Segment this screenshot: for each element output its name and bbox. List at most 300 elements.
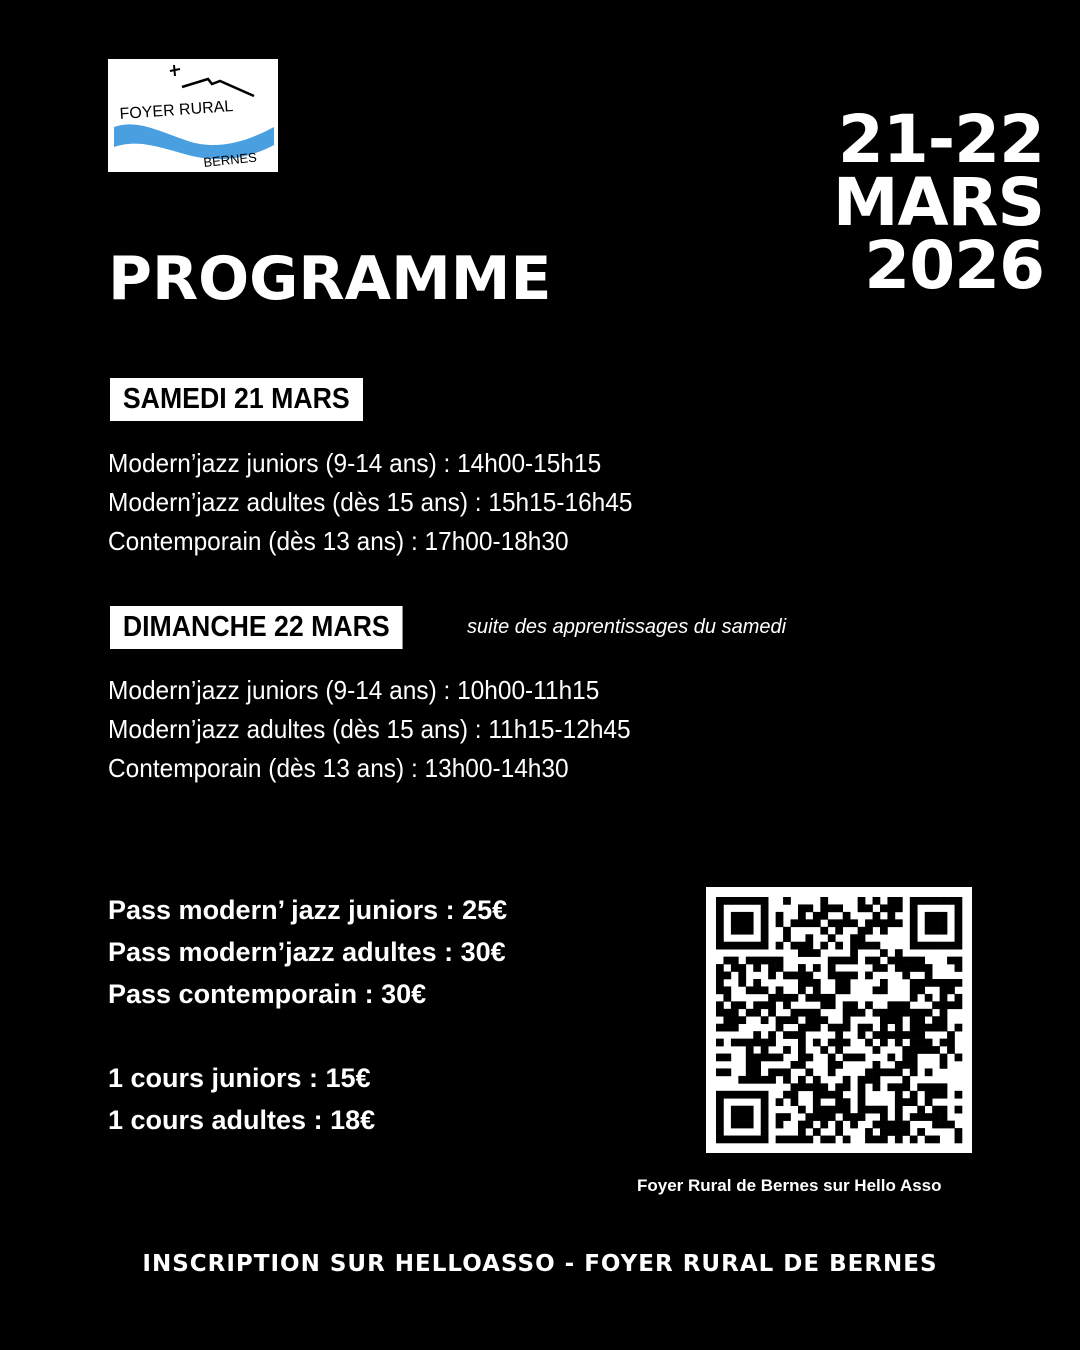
qr-module <box>805 972 813 980</box>
qr-module <box>843 1136 851 1144</box>
qr-module <box>805 979 813 987</box>
qr-module <box>716 927 724 935</box>
qr-module <box>902 1054 910 1062</box>
qr-module <box>746 912 754 920</box>
qr-module <box>932 1016 940 1024</box>
qr-module <box>947 1031 955 1039</box>
qr-module <box>761 1076 769 1084</box>
qr-module <box>723 1024 731 1032</box>
qr-module <box>783 1136 791 1144</box>
qr-module <box>753 942 761 950</box>
qr-module <box>850 919 858 927</box>
qr-module <box>880 1039 888 1047</box>
qr-module <box>776 1121 784 1129</box>
qr-module <box>731 1106 739 1114</box>
qr-code-graphic <box>706 887 972 1153</box>
qr-module <box>895 957 903 965</box>
qr-module <box>858 1106 866 1114</box>
qr-module <box>753 1091 761 1099</box>
qr-module <box>873 964 881 972</box>
qr-caption: Foyer Rural de Bernes sur Hello Asso <box>637 1176 942 1195</box>
qr-module <box>940 919 948 927</box>
logo-text-bottom: BERNES <box>202 149 258 170</box>
qr-module <box>865 919 873 927</box>
pass-prices <box>108 889 507 1015</box>
qr-module <box>798 1083 806 1091</box>
qr-module <box>738 1136 746 1144</box>
qr-module <box>910 927 918 935</box>
qr-module <box>902 1121 910 1129</box>
qr-module <box>813 994 821 1002</box>
qr-module <box>865 942 873 950</box>
qr-module <box>843 1106 851 1114</box>
qr-module <box>723 1054 731 1062</box>
qr-module <box>746 927 754 935</box>
qr-module <box>925 912 933 920</box>
qr-module <box>917 1009 925 1017</box>
qr-module <box>843 979 851 987</box>
qr-module <box>761 986 769 994</box>
qr-module <box>858 1091 866 1099</box>
qr-module <box>843 1113 851 1121</box>
qr-module <box>947 1039 955 1047</box>
qr-module <box>828 1039 836 1047</box>
qr-module <box>813 1098 821 1106</box>
qr-module <box>873 897 881 905</box>
qr-module <box>843 912 851 920</box>
qr-module <box>917 1046 925 1054</box>
qr-module <box>716 1039 724 1047</box>
qr-module <box>925 1046 933 1054</box>
qr-module <box>731 1024 739 1032</box>
qr-module <box>850 949 858 957</box>
qr-module <box>955 994 963 1002</box>
qr-module <box>873 1068 881 1076</box>
qr-module <box>776 1054 784 1062</box>
qr-module <box>805 919 813 927</box>
qr-module <box>873 1076 881 1084</box>
qr-module <box>716 1128 724 1136</box>
qr-module <box>768 972 776 980</box>
qr-module <box>716 964 724 972</box>
qr-module <box>746 1068 754 1076</box>
qr-module <box>776 1098 784 1106</box>
qr-module <box>887 1031 895 1039</box>
qr-module <box>858 904 866 912</box>
qr-module <box>910 1009 918 1017</box>
qr-module <box>925 994 933 1002</box>
qr-module <box>902 1031 910 1039</box>
qr-module <box>783 927 791 935</box>
qr-module <box>731 927 739 935</box>
qr-module <box>798 942 806 950</box>
price-item: Pass modern’ jazz juniors : 25€ <box>108 895 508 925</box>
qr-module <box>873 1083 881 1091</box>
qr-module <box>783 1076 791 1084</box>
qr-module <box>932 912 940 920</box>
qr-module <box>940 912 948 920</box>
qr-module <box>813 1128 821 1136</box>
qr-module <box>723 1136 731 1144</box>
qr-module <box>910 1098 918 1106</box>
qr-module <box>932 1001 940 1009</box>
qr-module <box>895 949 903 957</box>
qr-module <box>925 964 933 972</box>
qr-module <box>887 904 895 912</box>
qr-module <box>761 957 769 965</box>
page-title: PROGRAMME <box>108 244 552 314</box>
qr-module <box>940 1113 948 1121</box>
qr-module <box>925 927 933 935</box>
qr-module <box>940 986 948 994</box>
qr-module <box>835 972 843 980</box>
qr-module <box>835 979 843 987</box>
qr-module <box>768 1009 776 1017</box>
qr-module <box>746 1046 754 1054</box>
qr-module <box>917 1024 925 1032</box>
qr-module <box>731 1121 739 1129</box>
date-month: MARS <box>832 164 1044 241</box>
qr-module <box>925 942 933 950</box>
qr-module <box>820 1136 828 1144</box>
qr-module <box>776 1068 784 1076</box>
qr-module <box>813 1106 821 1114</box>
qr-module <box>910 1054 918 1062</box>
qr-module <box>902 1061 910 1069</box>
qr-module <box>716 1121 724 1129</box>
qr-module <box>768 964 776 972</box>
qr-module <box>955 919 963 927</box>
qr-module <box>947 986 955 994</box>
qr-module <box>925 897 933 905</box>
day-header-sunday <box>110 606 428 649</box>
qr-module <box>932 979 940 987</box>
qr-module <box>776 1016 784 1024</box>
qr-module <box>813 1024 821 1032</box>
qr-module <box>947 942 955 950</box>
qr-module <box>925 1024 933 1032</box>
qr-module <box>723 972 731 980</box>
qr-module <box>776 957 784 965</box>
qr-module <box>880 1113 888 1121</box>
qr-module <box>753 1054 761 1062</box>
qr-module <box>820 942 828 950</box>
qr-module <box>761 1128 769 1136</box>
qr-module <box>932 927 940 935</box>
qr-module <box>843 957 851 965</box>
qr-module <box>858 1054 866 1062</box>
qr-module <box>716 1009 724 1017</box>
qr-module <box>731 957 739 965</box>
qr-module <box>940 1106 948 1114</box>
qr-module <box>925 1039 933 1047</box>
qr-module <box>716 934 724 942</box>
qr-module <box>887 1128 895 1136</box>
qr-module <box>783 1091 791 1099</box>
qr-module <box>783 934 791 942</box>
qr-module <box>880 919 888 927</box>
qr-module <box>932 942 940 950</box>
qr-module <box>858 1009 866 1017</box>
qr-module <box>798 919 806 927</box>
qr-module <box>895 1016 903 1024</box>
qr-module <box>761 927 769 935</box>
qr-module <box>820 1106 828 1114</box>
qr-module <box>716 1068 724 1076</box>
qr-module <box>813 979 821 987</box>
qr-module <box>925 919 933 927</box>
qr-module <box>738 1001 746 1009</box>
qr-module <box>761 1113 769 1121</box>
qr-module <box>761 1106 769 1114</box>
qr-module <box>783 994 791 1002</box>
qr-module <box>731 1001 739 1009</box>
qr-module <box>798 986 806 994</box>
qr-module <box>910 986 918 994</box>
qr-module <box>880 1068 888 1076</box>
qr-module <box>940 942 948 950</box>
qr-module <box>820 927 828 935</box>
qr-module <box>828 1061 836 1069</box>
qr-module <box>910 942 918 950</box>
qr-module <box>910 934 918 942</box>
qr-module <box>738 942 746 950</box>
qr-module <box>813 986 821 994</box>
qr-module <box>776 994 784 1002</box>
qr-module <box>843 1098 851 1106</box>
price-item: Pass contemporain : 30€ <box>108 979 427 1009</box>
qr-module <box>716 979 724 987</box>
qr-module <box>850 934 858 942</box>
qr-module <box>805 1009 813 1017</box>
qr-module <box>746 897 754 905</box>
qr-module <box>887 912 895 920</box>
qr-module <box>925 972 933 980</box>
qr-module <box>716 1113 724 1121</box>
qr-module <box>955 897 963 905</box>
day-header-saturday <box>110 378 385 421</box>
qr-module <box>798 1031 806 1039</box>
qr-module <box>761 904 769 912</box>
qr-module <box>716 986 724 994</box>
qr-module <box>895 1083 903 1091</box>
qr-module <box>753 986 761 994</box>
qr-module <box>731 1009 739 1017</box>
qr-module <box>798 1128 806 1136</box>
qr-module <box>835 1039 843 1047</box>
qr-module <box>940 1039 948 1047</box>
qr-module <box>925 1113 933 1121</box>
qr-module <box>955 1001 963 1009</box>
qr-module <box>835 1128 843 1136</box>
qr-module <box>798 979 806 987</box>
qr-module <box>753 1009 761 1017</box>
qr-module <box>865 1001 873 1009</box>
qr-module <box>895 1128 903 1136</box>
qr-module <box>917 1106 925 1114</box>
qr-module <box>776 1113 784 1121</box>
qr-module <box>783 1046 791 1054</box>
qr-module <box>768 1068 776 1076</box>
qr-module <box>887 1121 895 1129</box>
price-item: 1 cours juniors : 15€ <box>108 1063 371 1093</box>
qr-module <box>716 1054 724 1062</box>
qr-module <box>716 1136 724 1144</box>
qr-module <box>955 912 963 920</box>
qr-module <box>753 1076 761 1084</box>
qr-module <box>873 1136 881 1144</box>
qr-module <box>910 1061 918 1069</box>
footer-cta: INSCRIPTION SUR HELLOASSO - FOYER RURAL DE BERNES <box>142 1251 938 1277</box>
qr-module <box>746 957 754 965</box>
qr-module <box>820 1091 828 1099</box>
qr-module <box>910 1136 918 1144</box>
qr-module <box>925 1091 933 1099</box>
qr-module <box>768 957 776 965</box>
qr-module <box>746 986 754 994</box>
qr-module <box>910 1068 918 1076</box>
qr-module <box>731 912 739 920</box>
qr-module <box>947 897 955 905</box>
qr-module <box>902 1128 910 1136</box>
qr-module <box>791 1098 799 1106</box>
qr-module <box>716 1098 724 1106</box>
qr-module <box>873 1031 881 1039</box>
session-item: Modern’jazz juniors (9-14 ans) : 14h00-15h15 <box>108 448 602 478</box>
foyer-rural-logo <box>108 59 278 172</box>
qr-module <box>865 1039 873 1047</box>
qr-module <box>895 1068 903 1076</box>
qr-module <box>791 994 799 1002</box>
qr-module <box>835 927 843 935</box>
qr-module <box>798 1106 806 1114</box>
qr-module <box>723 1091 731 1099</box>
qr-module <box>791 1083 799 1091</box>
date-year: 2026 <box>864 227 1044 304</box>
session-item: Modern’jazz adultes (dès 15 ans) : 11h15-12h45 <box>108 714 631 744</box>
qr-module <box>843 1076 851 1084</box>
qr-module <box>955 979 963 987</box>
qr-module <box>917 897 925 905</box>
qr-module <box>835 1083 843 1091</box>
qr-module <box>858 1031 866 1039</box>
qr-module <box>902 1098 910 1106</box>
session-item: Modern’jazz adultes (dès 15 ans) : 15h15-16h45 <box>108 487 633 517</box>
qr-module <box>932 1024 940 1032</box>
day-sessions-saturday <box>108 444 666 561</box>
qr-module <box>947 957 955 965</box>
qr-module <box>955 934 963 942</box>
qr-module <box>955 942 963 950</box>
session-item: Contemporain (dès 13 ans) : 13h00-14h30 <box>108 753 569 783</box>
qr-module <box>917 1016 925 1024</box>
qr-module <box>798 1136 806 1144</box>
qr-module <box>940 897 948 905</box>
qr-module <box>738 972 746 980</box>
qr-module <box>731 1039 739 1047</box>
qr-module <box>880 986 888 994</box>
qr-module <box>955 1106 963 1114</box>
qr-module <box>925 979 933 987</box>
day-note: suite des apprentissages du samedi <box>467 616 787 638</box>
qr-module <box>753 897 761 905</box>
qr-module <box>843 1009 851 1017</box>
qr-module <box>761 919 769 927</box>
qr-module <box>723 1016 731 1024</box>
qr-module <box>835 957 843 965</box>
qr-module <box>820 1016 828 1024</box>
qr-module <box>731 1016 739 1024</box>
qr-module <box>932 1136 940 1144</box>
qr-module <box>731 1091 739 1099</box>
qr-module <box>738 1039 746 1047</box>
qr-module <box>955 1128 963 1136</box>
qr-module <box>716 1024 724 1032</box>
qr-module <box>873 957 881 965</box>
qr-module <box>791 1031 799 1039</box>
qr-module <box>805 1054 813 1062</box>
qr-module <box>887 1016 895 1024</box>
qr-module <box>716 904 724 912</box>
qr-module <box>880 949 888 957</box>
qr-module <box>865 927 873 935</box>
qr-module <box>843 986 851 994</box>
qr-module <box>820 994 828 1002</box>
qr-module <box>805 1024 813 1032</box>
qr-module <box>865 972 873 980</box>
qr-module <box>716 942 724 950</box>
qr-module <box>805 1136 813 1144</box>
qr-module <box>791 1136 799 1144</box>
qr-module <box>723 897 731 905</box>
qr-module <box>910 1113 918 1121</box>
qr-code-icon[interactable] <box>706 887 972 1153</box>
qr-module <box>940 927 948 935</box>
qr-module <box>731 942 739 950</box>
qr-module <box>880 1024 888 1032</box>
qr-module <box>902 964 910 972</box>
qr-module <box>880 927 888 935</box>
qr-module <box>940 1024 948 1032</box>
qr-module <box>716 897 724 905</box>
qr-module <box>835 1098 843 1106</box>
qr-module <box>895 1113 903 1121</box>
qr-module <box>925 1009 933 1017</box>
session-item: Contemporain (dès 13 ans) : 17h00-18h30 <box>108 526 569 556</box>
qr-module <box>910 1016 918 1024</box>
qr-module <box>910 1024 918 1032</box>
qr-module <box>813 964 821 972</box>
qr-module <box>783 1113 791 1121</box>
qr-module <box>850 942 858 950</box>
qr-module <box>917 1083 925 1091</box>
qr-module <box>887 1054 895 1062</box>
qr-module <box>761 1001 769 1009</box>
qr-module <box>738 897 746 905</box>
qr-module <box>955 957 963 965</box>
qr-module <box>895 1136 903 1144</box>
qr-module <box>902 972 910 980</box>
qr-module <box>917 979 925 987</box>
qr-module <box>805 1016 813 1024</box>
qr-module <box>761 1121 769 1129</box>
qr-module <box>895 904 903 912</box>
qr-module <box>865 1076 873 1084</box>
qr-module <box>761 942 769 950</box>
qr-module <box>746 1061 754 1069</box>
qr-module <box>776 1024 784 1032</box>
qr-module <box>843 1083 851 1091</box>
